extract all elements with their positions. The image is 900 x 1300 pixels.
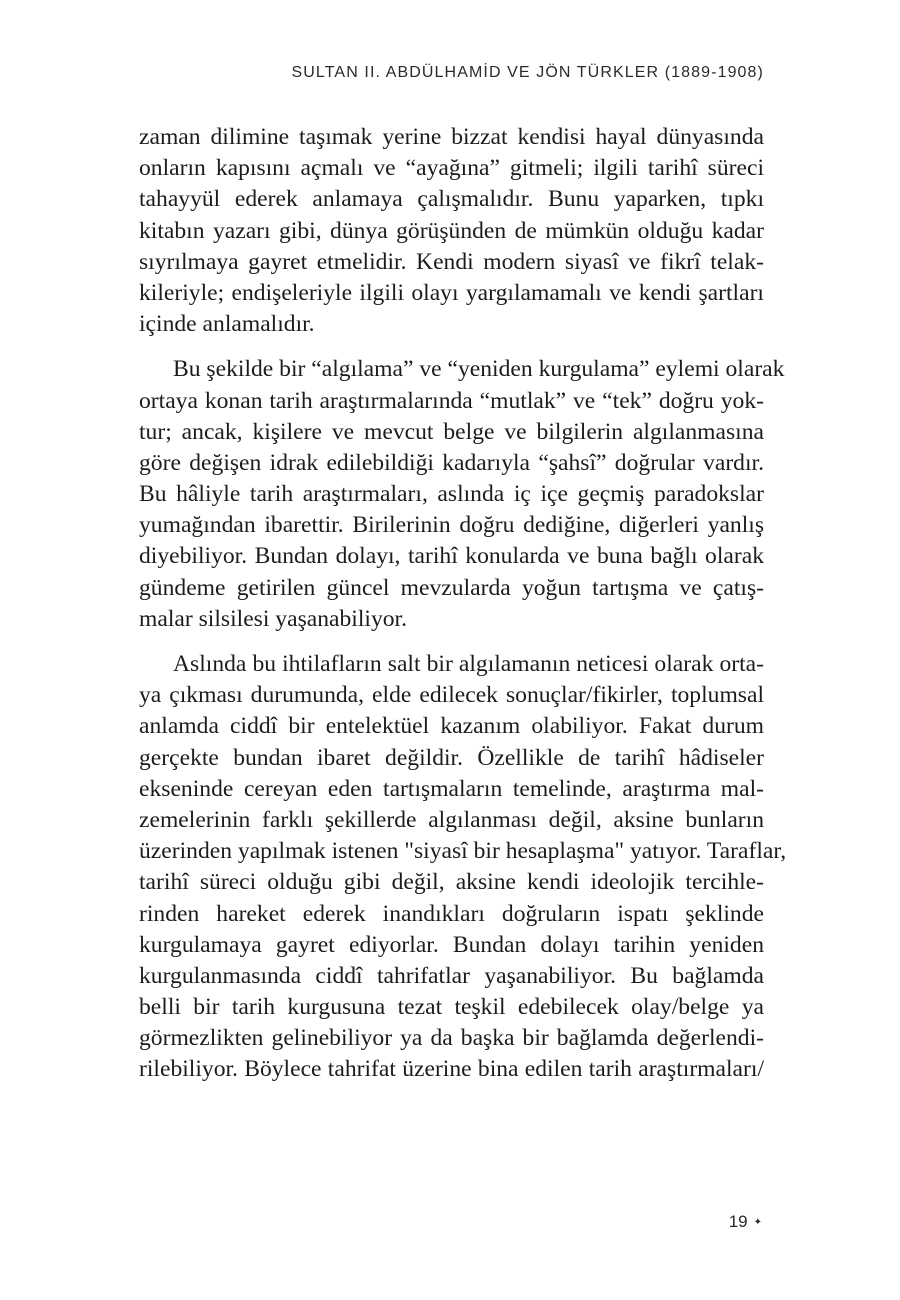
text-line: kurgulanmasında ciddî tahrifatlar yaşanabiliyor. Bu bağlamda xyxy=(139,962,764,989)
text-line: belli bir tarih kurgusuna tezat teşkil edebilecek olay/belge ya xyxy=(139,994,764,1021)
text-line: kitabın yazarı gibi, dünya görüşünden de mümkün olduğu kadar xyxy=(139,217,764,244)
text-line: tarihî süreci olduğu gibi değil, aksine kendi ideolojik tercihle- xyxy=(139,869,764,896)
text-line: gerçekte bundan ibaret değildir. Özellikle de tarihî hâdiseler xyxy=(139,744,764,771)
text-line: zemelerinin farklı şekillerde algılanması değil, aksine bunların xyxy=(139,806,764,833)
text-line: ya çıkması durumunda, elde edilecek sonuçlar/fikirler, toplumsal xyxy=(139,682,764,709)
text-line: yumağından ibarettir. Birilerinin doğru dediğine, diğerleri yanlış xyxy=(139,512,764,539)
text-line: kurgulamaya gayret ediyorlar. Bundan dolayı tarihin yeniden xyxy=(139,931,764,958)
page-number: 19 xyxy=(728,1212,748,1231)
page-footer xyxy=(0,1212,762,1232)
text-line: görmezlikten gelinebiliyor ya da başka bir bağlamda değerlendi- xyxy=(139,1025,764,1052)
text-line: rilebiliyor. Böylece tahrifat üzerine bina edilen tarih araştırmaları/ xyxy=(139,1056,764,1083)
text-line: göre değişen idrak edilebildiği kadarıyla “şahsî” doğrular vardır. xyxy=(139,449,764,476)
text-line: üzerinden yapılmak istenen "siyasî bir hesaplaşma" yatıyor. Taraflar, xyxy=(139,838,787,865)
star-ornament-icon: ✦ xyxy=(753,1217,762,1229)
text-line: gündeme getirilen güncel mevzularda yoğun tartışma ve çatış- xyxy=(139,574,764,601)
running-header: SULTAN II. ABDÜLHAMİD VE JÖN TÜRKLER (1889-1908) xyxy=(291,64,764,81)
paragraph-3 xyxy=(139,649,787,1086)
text-line: ekseninde cereyan eden tartışmaların temelinde, araştırma mal- xyxy=(139,775,764,802)
paragraph-1 xyxy=(139,122,764,340)
text-line: sıyrılmaya gayret etmelidir. Kendi modern siyasî ve fikrî telak- xyxy=(139,248,764,275)
text-line: Aslında bu ihtilafların salt bir algılamanın neticesi olarak orta- xyxy=(173,651,764,677)
text-line: Bu hâliyle tarih araştırmaları, aslında iç içe geçmiş paradokslar xyxy=(139,481,764,508)
text-line: ortaya konan tarih araştırmalarında “mutlak” ve “tek” doğru yok- xyxy=(139,387,764,414)
page-body xyxy=(139,122,787,1100)
text-line: kileriyle; endişeleriyle ilgili olayı yargılamamalı ve kendi şartları xyxy=(139,279,764,306)
text-line: malar silsilesi yaşanabiliyor. xyxy=(139,605,407,632)
text-line: Bu şekilde bir “algılama” ve “yeniden kurgulama” eylemi olarak xyxy=(173,356,785,383)
text-line: onların kapısını açmalı ve “ayağına” gitmeli; ilgili tarihî süreci xyxy=(139,155,764,182)
text-line: tur; ancak, kişilere ve mevcut belge ve bilgilerin algılanmasına xyxy=(139,418,764,445)
text-line: diyebiliyor. Bundan dolayı, tarihî konularda ve buna bağlı olarak xyxy=(139,543,764,570)
paragraph-2 xyxy=(139,354,785,635)
text-line: rinden hareket ederek inandıkları doğruların ispatı şeklinde xyxy=(139,900,764,927)
text-line: tahayyül ederek anlamaya çalışmalıdır. Bunu yaparken, tıpkı xyxy=(139,186,764,213)
text-line: zaman dilimine taşımak yerine bizzat kendisi hayal dünyasında xyxy=(139,124,764,150)
text-line: içinde anlamalıdır. xyxy=(139,311,315,338)
text-line: anlamda ciddî bir entelektüel kazanım olabiliyor. Fakat durum xyxy=(139,713,764,740)
